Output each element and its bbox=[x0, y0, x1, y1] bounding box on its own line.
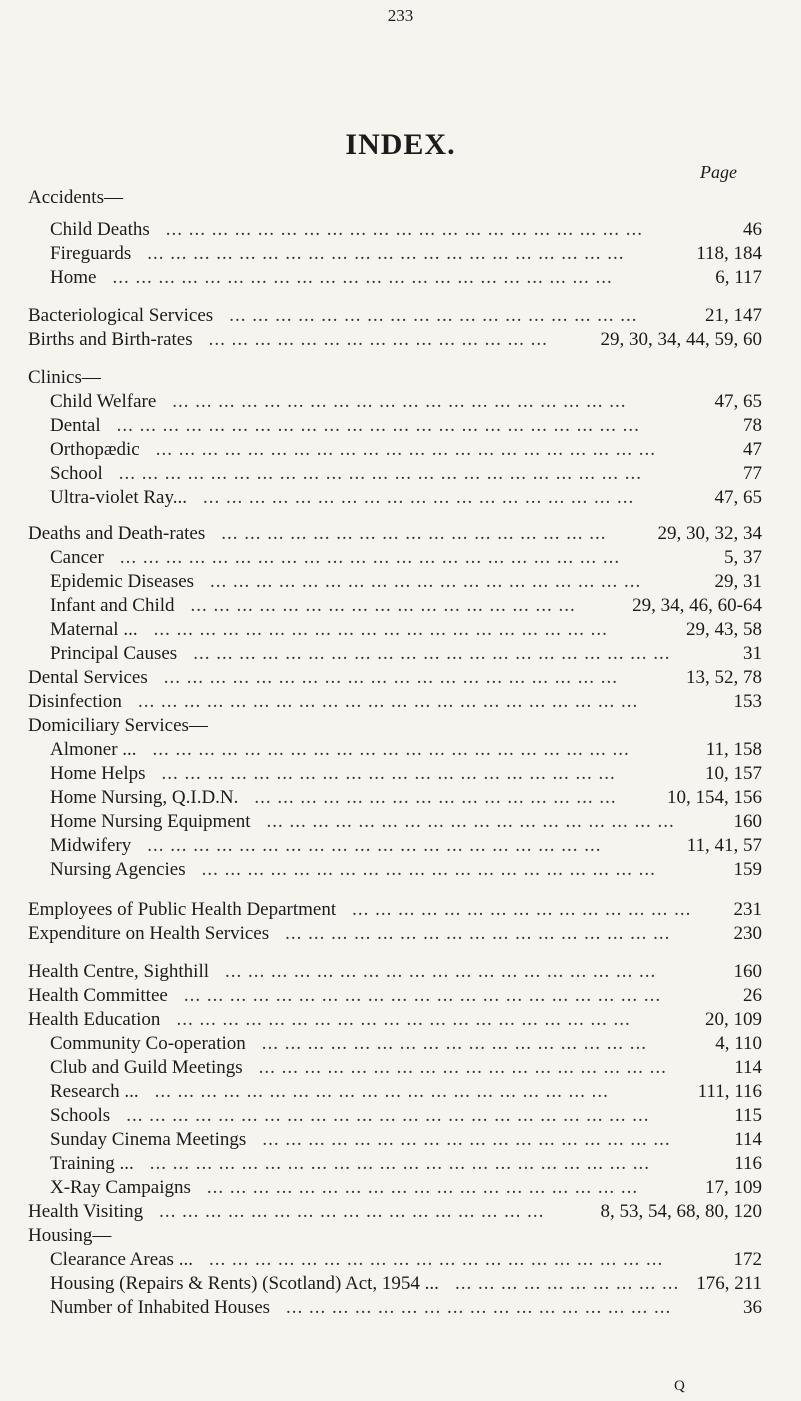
entry-pages: 29, 34, 46, 60-64 bbox=[632, 595, 762, 616]
entry-label: Housing (Repairs & Rents) (Scotland) Act, 1954 ... bbox=[50, 1273, 439, 1294]
page-number: 233 bbox=[387, 6, 414, 25]
entry-label: Employees of Public Health Department bbox=[28, 899, 337, 920]
index-title: INDEX. bbox=[345, 128, 456, 161]
entry-label: Home Nursing, Q.I.D.N. bbox=[50, 787, 239, 808]
index-entry bbox=[50, 786, 762, 810]
leader-dots: ... ... ... ... ... ... ... ... ... ... ... ... ... ... ... ... ... ... ... ... bbox=[147, 835, 602, 856]
entry-pages: 20, 109 bbox=[705, 1009, 762, 1030]
entry-label: Home bbox=[50, 267, 97, 288]
entry-label: Home Helps bbox=[50, 763, 146, 784]
entry-label: Accidents— bbox=[28, 187, 123, 208]
entry-label: Disinfection bbox=[28, 691, 122, 712]
leader-dots: ... ... ... ... ... ... ... ... ... ... ... ... ... ... ... ... ... bbox=[285, 923, 671, 944]
leader-dots: ... ... ... ... ... ... ... ... ... ... ... ... ... ... ... ... ... ... ... ... ... ... bbox=[155, 439, 656, 460]
entry-pages: 26 bbox=[743, 985, 762, 1006]
index-entry bbox=[50, 546, 762, 570]
leader-dots: ... ... ... ... ... ... ... ... ... ... ... ... ... ... ... ... ... ... ... ... bbox=[161, 763, 616, 784]
leader-dots: ... ... ... ... ... ... ... ... ... ... ... ... ... ... ... ... ... ... ... ... ... ... ... bbox=[118, 463, 643, 484]
entry-label: Domiciliary Services— bbox=[28, 715, 208, 736]
entry-label: Health Education bbox=[28, 1009, 161, 1030]
index-entry bbox=[28, 960, 762, 984]
index-entry bbox=[50, 738, 762, 762]
entry-pages: 29, 30, 34, 44, 59, 60 bbox=[600, 329, 762, 350]
leader-dots: ... ... ... ... ... ... ... ... ... ... ... ... ... ... ... ... ... ... ... ... ... ... bbox=[112, 267, 613, 288]
entry-label: X-Ray Campaigns bbox=[50, 1177, 191, 1198]
index-entry bbox=[50, 1104, 762, 1128]
entry-pages: 13, 52, 78 bbox=[686, 667, 762, 688]
entry-label: Health Visiting bbox=[28, 1201, 144, 1222]
entry-pages: 46 bbox=[743, 219, 762, 240]
leader-dots: ... ... ... ... ... ... ... ... ... ... ... ... ... ... ... ... ... ... ... ... bbox=[153, 619, 608, 640]
leader-dots: ... ... ... ... ... ... ... ... ... ... ... ... ... ... ... ... ... ... bbox=[258, 1057, 667, 1078]
leader-dots: ... ... ... ... ... ... ... ... ... ... ... ... ... ... ... ... ... ... ... bbox=[225, 961, 657, 982]
entry-label: Epidemic Diseases bbox=[50, 571, 195, 592]
entry-label: Community Co-operation bbox=[50, 1033, 246, 1054]
entry-label: Health Centre, Sighthill bbox=[28, 961, 210, 982]
leader-dots: ... ... ... ... ... ... ... ... ... ... ... ... ... ... ... ... ... ... ... ... bbox=[154, 1081, 609, 1102]
leader-dots: ... ... ... ... ... ... ... ... ... ... ... ... ... ... ... ... ... ... ... ... bbox=[176, 1009, 631, 1030]
entry-pages: 11, 41, 57 bbox=[686, 835, 762, 856]
entry-label: Child Deaths bbox=[50, 219, 150, 240]
entry-pages: 116 bbox=[734, 1153, 762, 1174]
entry-label: Health Committee bbox=[28, 985, 168, 1006]
entry-label: Nursing Agencies bbox=[50, 859, 186, 880]
index-entry bbox=[50, 266, 762, 290]
entry-pages: 47, 65 bbox=[714, 487, 762, 508]
entry-label: Midwifery bbox=[50, 835, 132, 856]
entry-label: Training ... bbox=[50, 1153, 134, 1174]
index-entry bbox=[50, 642, 762, 666]
entry-label: Sunday Cinema Meetings bbox=[50, 1129, 247, 1150]
entry-label: Dental Services bbox=[28, 667, 148, 688]
index-entry bbox=[50, 762, 762, 786]
index-entry bbox=[28, 1224, 762, 1248]
index-entry bbox=[50, 486, 762, 510]
page-column-header: Page bbox=[700, 162, 737, 182]
index-entry bbox=[28, 666, 762, 690]
index-entry bbox=[28, 366, 762, 390]
index-entry bbox=[50, 1248, 762, 1272]
entry-pages: 172 bbox=[733, 1249, 762, 1270]
index-entry bbox=[28, 186, 762, 210]
entry-pages: 160 bbox=[733, 961, 762, 982]
entry-pages: 78 bbox=[743, 415, 762, 436]
entry-pages: 231 bbox=[733, 899, 762, 920]
leader-dots: ... ... ... ... ... ... ... ... ... ... ... ... ... ... ... ... ... ... ... ... ... ... bbox=[137, 691, 639, 712]
leader-dots: ... ... ... ... ... ... ... ... ... ... ... ... ... ... ... ... ... ... bbox=[266, 811, 675, 832]
entry-pages: 114 bbox=[734, 1129, 762, 1150]
entry-pages: 153 bbox=[733, 691, 762, 712]
index-entry bbox=[50, 1296, 762, 1320]
leader-dots: ... ... ... ... ... ... ... ... ... ... ... ... ... ... ... ... ... ... ... ... ... ... bbox=[149, 1153, 651, 1174]
leader-dots: ... ... ... ... ... ... ... ... ... ... ... ... ... ... ... ... ... ... ... ... bbox=[172, 391, 627, 412]
leader-dots: ... ... ... ... ... ... ... ... ... ... ... ... ... ... ... ... ... ... ... ... ... bbox=[147, 243, 625, 264]
index-entry bbox=[50, 438, 762, 462]
leader-dots: ... ... ... ... ... ... ... ... ... ... ... ... ... ... ... ... ... bbox=[190, 595, 576, 616]
index-entry bbox=[28, 328, 762, 352]
signature-mark: Q bbox=[674, 1378, 685, 1394]
index-entry bbox=[28, 1200, 762, 1224]
entry-label: Dental bbox=[50, 415, 101, 436]
entry-label: Number of Inhabited Houses bbox=[50, 1297, 271, 1318]
index-entry bbox=[50, 1128, 762, 1152]
entry-label: Research ... bbox=[50, 1081, 139, 1102]
entry-pages: 160 bbox=[733, 811, 762, 832]
leader-dots: ... ... ... ... ... ... ... ... ... ... ... ... ... ... ... ... ... ... bbox=[229, 305, 638, 326]
index-entry bbox=[50, 618, 762, 642]
leader-dots: ... ... ... ... ... ... ... ... ... ... ... ... ... ... ... ... ... ... ... ... ... bbox=[152, 739, 630, 760]
entry-label: Principal Causes bbox=[50, 643, 178, 664]
index-entry bbox=[50, 1056, 762, 1080]
leader-dots: ... ... ... ... ... ... ... ... ... ... ... ... ... ... ... ... ... ... ... ... ... ... ... bbox=[126, 1105, 650, 1126]
index-entry bbox=[50, 810, 762, 834]
leader-dots: ... ... ... ... ... ... ... ... ... ... ... ... ... ... ... ... ... bbox=[221, 523, 607, 544]
entry-label: School bbox=[50, 463, 103, 484]
leader-dots: ... ... ... ... ... ... ... ... ... ... ... ... ... ... ... ... ... ... ... bbox=[210, 571, 642, 592]
entry-pages: 176, 211 bbox=[696, 1273, 762, 1294]
index-entry bbox=[28, 714, 762, 738]
entry-pages: 29, 43, 58 bbox=[686, 619, 762, 640]
entry-pages: 11, 158 bbox=[705, 739, 762, 760]
entry-pages: 29, 31 bbox=[714, 571, 762, 592]
leader-dots: ... ... ... ... ... ... ... ... ... ... ... ... ... ... ... bbox=[352, 899, 692, 920]
entry-label: Bacteriological Services bbox=[28, 305, 214, 326]
entry-pages: 111, 116 bbox=[697, 1081, 762, 1102]
index-entry bbox=[50, 390, 762, 414]
leader-dots: ... ... ... ... ... ... ... ... ... ... ... ... ... ... ... ... ... ... ... ... bbox=[201, 859, 656, 880]
entry-pages: 29, 30, 32, 34 bbox=[657, 523, 762, 544]
entry-label: Housing— bbox=[28, 1225, 112, 1246]
entry-pages: 21, 147 bbox=[705, 305, 762, 326]
index-entry bbox=[50, 1152, 762, 1176]
entry-pages: 159 bbox=[733, 859, 762, 880]
leader-dots: ... ... ... ... ... ... ... ... ... ... ... ... ... ... ... ... ... ... ... ... ... bbox=[193, 643, 671, 664]
leader-dots: ... ... ... ... ... ... ... ... ... ... ... ... ... ... ... ... ... ... ... ... ... ... bbox=[119, 547, 621, 568]
index-entry bbox=[28, 1008, 762, 1032]
index-entry bbox=[50, 1032, 762, 1056]
entry-pages: 31 bbox=[743, 643, 762, 664]
entry-label: Schools bbox=[50, 1105, 111, 1126]
entry-pages: 5, 37 bbox=[724, 547, 762, 568]
entry-pages: 114 bbox=[734, 1057, 762, 1078]
index-entry bbox=[50, 462, 762, 486]
leader-dots: ... ... ... ... ... ... ... ... ... ... ... ... ... ... ... ... ... ... ... ... ... bbox=[183, 985, 662, 1006]
entry-label: Orthopædic bbox=[50, 439, 140, 460]
entry-pages: 118, 184 bbox=[696, 243, 762, 264]
leader-dots: ... ... ... ... ... ... ... ... ... ... ... ... ... ... ... bbox=[208, 329, 548, 350]
entry-pages: 10, 154, 156 bbox=[667, 787, 762, 808]
entry-label: Clearance Areas ... bbox=[50, 1249, 193, 1270]
entry-pages: 77 bbox=[743, 463, 762, 484]
leader-dots: ... ... ... ... ... ... ... ... ... ... ... ... ... ... ... ... ... ... ... ... ... ... ... bbox=[116, 415, 640, 436]
index-entry bbox=[50, 1176, 762, 1200]
entry-pages: 47 bbox=[743, 439, 762, 460]
index-entry bbox=[28, 522, 762, 546]
index-entry bbox=[50, 1080, 762, 1104]
index-entry bbox=[28, 898, 762, 922]
entry-label: Fireguards bbox=[50, 243, 132, 264]
entry-label: Ultra-violet Ray... bbox=[50, 487, 188, 508]
entry-pages: 47, 65 bbox=[714, 391, 762, 412]
entry-pages: 4, 110 bbox=[715, 1033, 762, 1054]
entry-label: Deaths and Death-rates bbox=[28, 523, 206, 544]
entry-pages: 8, 53, 54, 68, 80, 120 bbox=[600, 1201, 762, 1222]
entry-label: Clinics— bbox=[28, 367, 101, 388]
entry-label: Infant and Child bbox=[50, 595, 175, 616]
entry-pages: 115 bbox=[734, 1105, 762, 1126]
index-entry bbox=[50, 218, 762, 242]
entry-label: Almoner ... bbox=[50, 739, 137, 760]
entry-pages: 17, 109 bbox=[705, 1177, 762, 1198]
leader-dots: ... ... ... ... ... ... ... ... ... ... ... ... ... ... ... ... ... bbox=[159, 1201, 545, 1222]
entry-pages: 10, 157 bbox=[705, 763, 762, 784]
index-entry bbox=[50, 242, 762, 266]
entry-label: Maternal ... bbox=[50, 619, 138, 640]
leader-dots: ... ... ... ... ... ... ... ... ... ... ... ... ... ... ... ... ... ... ... bbox=[206, 1177, 639, 1198]
index-entry bbox=[50, 834, 762, 858]
leader-dots: ... ... ... ... ... ... ... ... ... ... ... ... ... ... ... ... bbox=[254, 787, 617, 808]
index-entry bbox=[50, 1272, 762, 1296]
index-entry bbox=[50, 570, 762, 594]
entry-pages: 230 bbox=[733, 923, 762, 944]
entry-label: Child Welfare bbox=[50, 391, 157, 412]
index-entry bbox=[28, 922, 762, 946]
entry-pages: 36 bbox=[743, 1297, 762, 1318]
entry-pages: 6, 117 bbox=[715, 267, 762, 288]
leader-dots: ... ... ... ... ... ... ... ... ... ... ... ... ... ... ... ... ... ... ... ... bbox=[208, 1249, 664, 1270]
index-entry bbox=[28, 984, 762, 1008]
entry-label: Home Nursing Equipment bbox=[50, 811, 251, 832]
index-entry bbox=[50, 858, 762, 882]
index-entry bbox=[50, 414, 762, 438]
leader-dots: ... ... ... ... ... ... ... ... ... ... ... ... ... ... ... ... ... ... ... ... bbox=[163, 667, 619, 688]
leader-dots: ... ... ... ... ... ... ... ... ... ... ... ... ... ... ... ... ... ... ... bbox=[203, 487, 635, 508]
entry-label: Cancer bbox=[50, 547, 104, 568]
leader-dots: ... ... ... ... ... ... ... ... ... ... ... ... ... ... ... ... ... ... bbox=[262, 1129, 671, 1150]
leader-dots: ... ... ... ... ... ... ... ... ... ... ... ... ... ... ... ... ... ... ... ... ... bbox=[165, 219, 643, 240]
leader-dots: ... ... ... ... ... ... ... ... ... ... bbox=[454, 1273, 680, 1294]
leader-dots: ... ... ... ... ... ... ... ... ... ... ... ... ... ... ... ... ... bbox=[286, 1297, 672, 1318]
entry-label: Club and Guild Meetings bbox=[50, 1057, 243, 1078]
entry-label: Births and Birth-rates bbox=[28, 329, 193, 350]
index-entry bbox=[28, 690, 762, 714]
entry-label: Expenditure on Health Services bbox=[28, 923, 270, 944]
index-entry bbox=[50, 594, 762, 618]
leader-dots: ... ... ... ... ... ... ... ... ... ... ... ... ... ... ... ... ... bbox=[261, 1033, 648, 1054]
index-entry bbox=[28, 304, 762, 328]
